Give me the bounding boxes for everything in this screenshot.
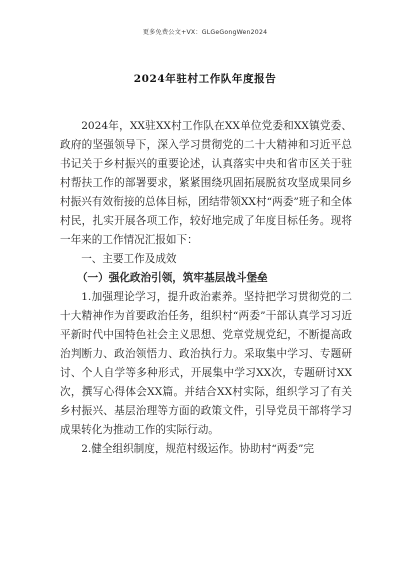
header-note: 更多免费公文+VX：GLGeGongWen2024 [142, 29, 268, 36]
paragraph-item-1: 1.加强理论学习，提升政治素养。坚持把学习贯彻党的二十大精神作为首要政治任务，组织村“两委”干部认真学习习近平新时代中国特色社会主义思想、党章党规党纪，不断提高政治判断力、政治领悟力、政治执行力。采取集中学习、专题研讨、个人自学等多种形式，开展集中学习XX次，专题研讨XX次，撰写心得体会XX篇。并结合XX村实际，组织学习了有关乡村振兴、基层治理等方面的政策文件，引导党员干部将学习成果转化为推动工作的实际行动。 [60, 291, 352, 436]
intro-paragraph: 2024年，XX驻XX村工作队在XX单位党委和XX镇党委、政府的坚强领导下，深入学习贯彻党的二十大精神和习近平总书记关于乡村振兴的重要论述，认真落实中央和省市区关于驻村帮扶工作的部署要求，紧紧围绕巩固拓展脱贫攻坚成果同乡村振兴有效衔接的总体目标，团结带领XX村“两委”班子和全体村民，扎实开展各项工作，较好地完成了年度目标任务。现将一年来的工作情况汇报如下： [60, 120, 352, 246]
document-body [60, 117, 352, 459]
paragraph-item-2: 2.健全组织制度，规范村级运作。协助村“两委”完 [81, 443, 314, 455]
subsection-heading-1: （一）强化政治引领，筑牢基层战斗堡垒 [76, 272, 268, 284]
document-title: 2024年驻村工作队年度报告 [133, 73, 277, 85]
section-heading-1: 一、主要工作及成效 [81, 253, 177, 265]
